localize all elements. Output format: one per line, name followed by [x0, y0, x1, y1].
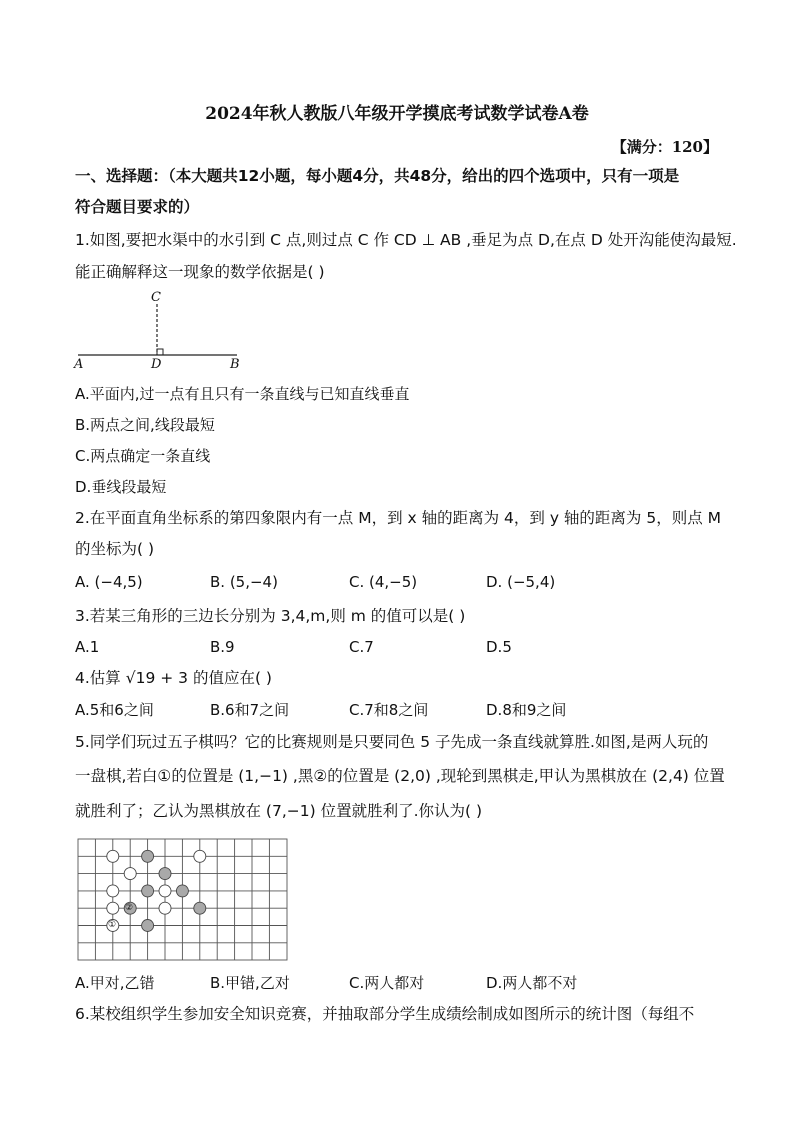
q4-option-b[interactable]: B.6和7之间	[210, 701, 290, 719]
q4-option-a[interactable]: A.5和6之间	[75, 701, 154, 719]
q5-option-a[interactable]: A.甲对,乙错	[75, 974, 155, 992]
label-b: B	[230, 357, 240, 372]
q1-stem-line-1: 1.如图,要把水渠中的水引到 C 点,则过点 C 作 CD ⊥ AB ,垂足为点 D,在点 D 处开沟能使沟最短.	[75, 231, 737, 249]
q4-option-d[interactable]: D.8和9之间	[486, 701, 567, 719]
exam-title: 2024年秋人教版八年级开学摸底考试数学试卷A卷	[205, 104, 589, 124]
black-stone	[142, 850, 154, 862]
white-one-mark: ①	[108, 920, 117, 930]
black-stone	[194, 902, 206, 914]
q1-option-a[interactable]: A.平面内,过一点有且只有一条直线与已知直线垂直	[75, 385, 410, 403]
gomoku-board	[77, 838, 289, 962]
q5-option-d[interactable]: D.两人都不对	[486, 974, 578, 992]
q1-option-c[interactable]: C.两点确定一条直线	[75, 447, 211, 465]
q2-stem-line-1: 2.在平面直角坐标系的第四象限内有一点 M，到 x 轴的距离为 4，到 y 轴的距离为 5，则点 M	[75, 509, 722, 527]
label-c: C	[151, 290, 161, 305]
white-stone	[159, 902, 171, 914]
q3-option-a[interactable]: A.1	[75, 638, 100, 656]
q2-option-d[interactable]: D. (−5,4)	[486, 573, 556, 591]
black-stone	[142, 920, 154, 932]
black-stone	[142, 885, 154, 897]
white-stone	[194, 850, 206, 862]
white-stone	[107, 902, 119, 914]
section-heading-line-2: 符合题目要求的）	[75, 198, 200, 216]
q1-option-b[interactable]: B.两点之间,线段最短	[75, 416, 215, 434]
black-stone	[159, 868, 171, 880]
label-a: A	[74, 357, 84, 372]
q2-option-a[interactable]: A. (−4,5)	[75, 573, 143, 591]
q2-option-b[interactable]: B. (5,−4)	[210, 573, 278, 591]
q3-option-c[interactable]: C.7	[349, 638, 374, 656]
q5-option-c[interactable]: C.两人都对	[349, 974, 425, 992]
white-stone	[159, 885, 171, 897]
q3-option-d[interactable]: D.5	[486, 638, 512, 656]
white-stone	[124, 868, 136, 880]
q1-figure	[72, 290, 247, 375]
q1-option-d[interactable]: D.垂线段最短	[75, 478, 167, 496]
q5-stem-line-3: 就胜利了；乙认为黑棋放在 (7,−1) 位置就胜利了.你认为( )	[75, 802, 483, 820]
label-d: D	[151, 357, 162, 372]
q3-option-b[interactable]: B.9	[210, 638, 235, 656]
black-stone	[176, 885, 188, 897]
q3-stem: 3.若某三角形的三边长分别为 3,4,m,则 m 的值可以是( )	[75, 607, 466, 625]
q6-stem-line-1: 6.某校组织学生参加安全知识竞赛，并抽取部分学生成绩绘制成如图所示的统计图（每组不	[75, 1005, 695, 1023]
section-heading-line-1: 一、选择题：（本大题共12小题，每小题4分，共48分，给出的四个选项中，只有一项是	[75, 167, 680, 185]
white-stone	[107, 885, 119, 897]
full-score: 【满分：120】	[611, 138, 718, 156]
white-stone	[107, 850, 119, 862]
q4-stem: 4.估算 √19 + 3 的值应在( )	[75, 669, 272, 687]
q5-stem-line-1: 5.同学们玩过五子棋吗？它的比赛规则是只要同色 5 子先成一条直线就算胜.如图,是两人玩的	[75, 733, 709, 751]
q1-stem-line-2: 能正确解释这一现象的数学依据是( )	[75, 263, 325, 281]
right-angle-mark	[157, 349, 163, 355]
q4-option-c[interactable]: C.7和8之间	[349, 701, 429, 719]
q5-option-b[interactable]: B.甲错,乙对	[210, 974, 290, 992]
board-grid	[77, 838, 289, 962]
q2-option-c[interactable]: C. (4,−5)	[349, 573, 418, 591]
q5-stem-line-2: 一盘棋,若白①的位置是 (1,−1) ,黑②的位置是 (2,0) ,现轮到黑棋走,甲认为黑棋放在 (2,4) 位置	[75, 767, 725, 785]
q2-stem-line-2: 的坐标为( )	[75, 540, 155, 558]
black-two-mark: ②	[125, 903, 134, 913]
